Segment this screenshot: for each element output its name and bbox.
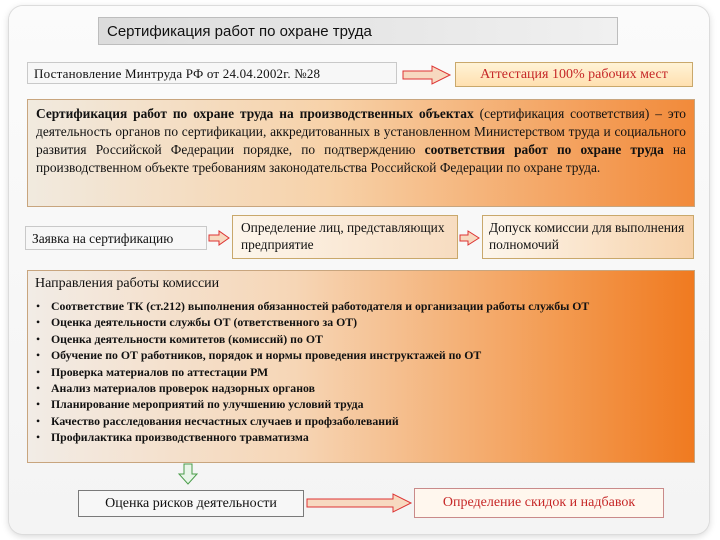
representatives-box: Определение лиц, представляющих предприятие xyxy=(232,215,458,259)
application-box: Заявка на сертификацию xyxy=(25,226,207,250)
risk-assessment-box: Оценка рисков деятельности xyxy=(78,490,304,517)
attestation-box: Аттестация 100% рабочих мест xyxy=(455,62,693,87)
list-item: • Профилактика производственного травматизма xyxy=(35,429,687,445)
list-item: • Оценка деятельности комитетов (комиссий) по ОТ xyxy=(35,331,687,347)
right-arrow-icon xyxy=(460,231,479,245)
slide-title: Сертификация работ по охране труда xyxy=(98,17,618,45)
list-item: • Проверка материалов по аттестации РМ xyxy=(35,364,687,380)
list-item: • Планирование мероприятий по улучшению условий труда xyxy=(35,396,687,412)
list-item: • Обучение по ОТ работников, порядок и нормы проведения инструктажей по ОТ xyxy=(35,347,687,363)
definition-lead: Сертификация работ по охране труда на производственных объектах xyxy=(36,106,474,121)
right-arrow-icon xyxy=(209,231,229,245)
definition-emphasis: соответствия работ по охране труда xyxy=(424,142,664,157)
right-arrow-icon xyxy=(403,66,450,84)
directions-title: Направления работы комиссии xyxy=(35,276,220,291)
discounts-box: Определение скидок и надбавок xyxy=(414,488,664,518)
list-item: • Соответствие ТК (ст.212) выполнения обязанностей работодателя и организации работы службы ОТ xyxy=(35,298,687,314)
list-item: • Анализ материалов проверок надзорных органов xyxy=(35,380,687,396)
list-item: • Оценка деятельности службы ОТ (ответственного за ОТ) xyxy=(35,314,687,330)
admission-box: Допуск комиссии для выполнения полномочий xyxy=(482,215,694,259)
list-item: • Качество расследования несчастных случаев и профзаболеваний xyxy=(35,413,687,429)
definition-text-1: (сертификация соответствия) – это деятельность органов по сертификации, аккредитованных в установленном Министерством труда и социального развития Российской Федерации порядке, по подтверждению xyxy=(36,106,686,157)
definition-text-2: на производственном объекте требованиям законодательства Российской Федерации по охране труда. xyxy=(36,142,686,175)
down-arrow-icon xyxy=(179,464,197,484)
right-arrow-icon xyxy=(307,494,411,512)
resolution-box: Постановление Минтруда РФ от 24.04.2002г. №28 xyxy=(27,62,397,84)
